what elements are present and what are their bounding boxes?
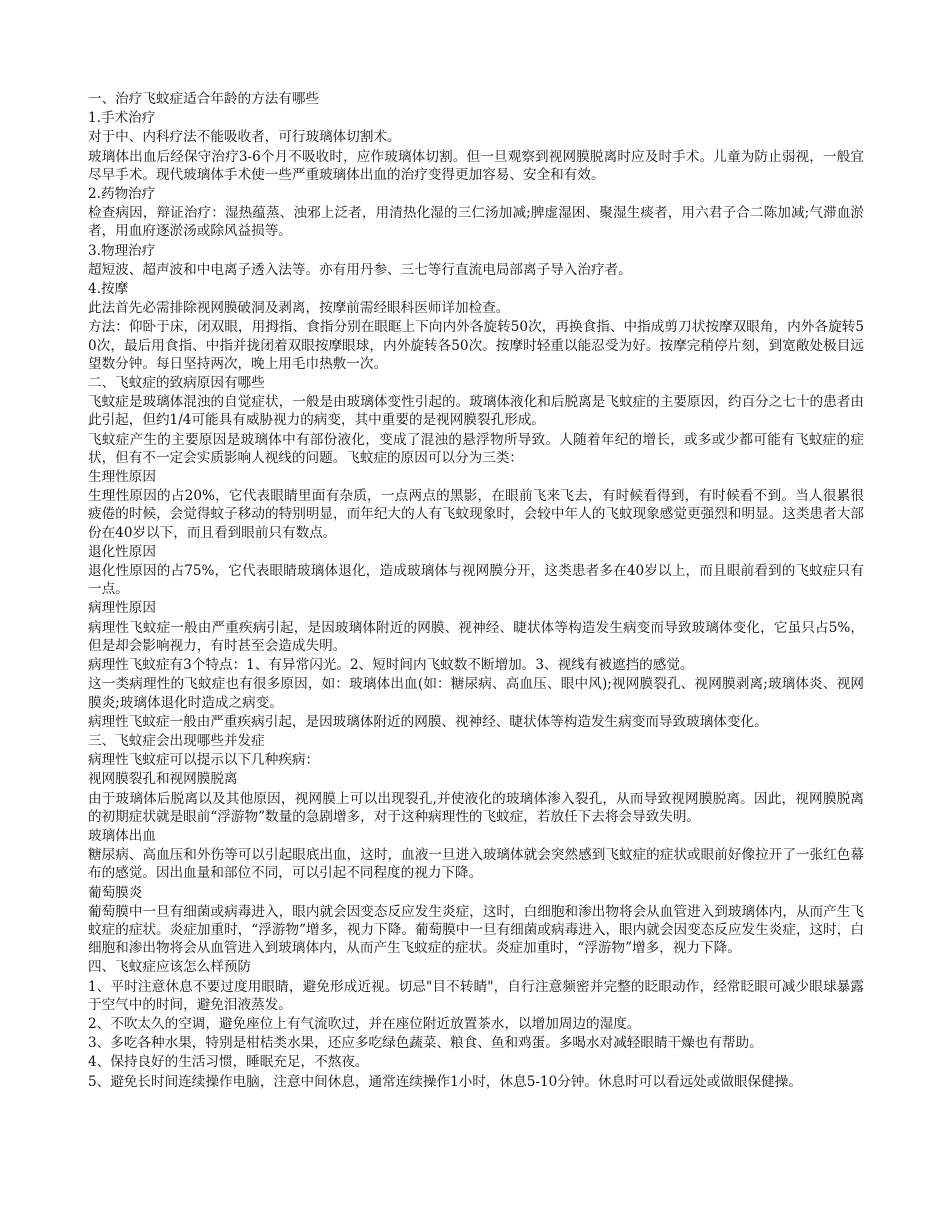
subsection-heading: 玻璃体出血 <box>88 827 156 844</box>
subsection-heading: 2.药物治疗 <box>88 186 156 203</box>
paragraph: 病理性飞蚊症一般由严重疾病引起，是因玻璃体附近的网膜、视神经、睫状体等构造发生病变而导致玻璃体变化，它虽只占5%，但是却会影响视力，有时甚至会造成失明。 <box>88 619 864 654</box>
section-heading: 三、飞蚊症会出现哪些并发症 <box>88 732 265 749</box>
paragraph: 病理性飞蚊症可以提示以下几种疾病： <box>88 752 320 769</box>
paragraph: 此法首先必需排除视网膜破洞及剥离，按摩前需经眼科医师详加检查。 <box>88 300 510 317</box>
list-item: 2、不吹太久的空调，避免座位上有气流吹过，并在座位附近放置茶水，以增加周边的湿度。 <box>88 1015 641 1032</box>
subsection-heading: 生理性原因 <box>88 469 156 486</box>
section-heading: 二、飞蚊症的致病原因有哪些 <box>88 375 265 392</box>
paragraph: 葡萄膜中一旦有细菌或病毒进入，眼内就会因变态反应发生炎症，这时，白细胞和渗出物将会从血管进入到玻璃体内，从而产生飞蚊症的症状。炎症加重时，“浮游物”增多，视力下降。葡萄膜中一旦有细菌或病毒进入，眼内就会因变态反应发生炎症，这时，白细胞和渗出物将会从血管进入到玻璃体内，从而产生飞蚊症的症状。炎症加重时，“浮游物”增多，视力下降。 <box>88 903 864 957</box>
subsection-heading: 3.物理治疗 <box>88 242 156 259</box>
section-heading: 四、飞蚊症应该怎么样预防 <box>88 959 252 976</box>
paragraph: 检查病因，辩证治疗：湿热蕴蒸、浊邪上泛者，用清热化湿的三仁汤加减;脾虚湿困、聚湿生痰者，用六君子合二陈加减;气滞血淤者，用血府逐淤汤或除风益损等。 <box>88 205 864 240</box>
subsection-heading: 1.手术治疗 <box>88 110 156 127</box>
paragraph: 病理性飞蚊症一般由严重疾病引起，是因玻璃体附近的网膜、视神经、睫状体等构造发生病变而导致玻璃体变化。 <box>88 713 768 730</box>
document-body <box>88 90 864 1091</box>
paragraph: 这一类病理性的飞蚊症也有很多原因，如：玻璃体出血(如：糖尿病、高血压、眼中风);视网膜裂孔、视网膜剥离;玻璃体炎、视网膜炎;玻璃体退化时造成之病变。 <box>88 676 864 711</box>
subsection-heading: 退化性原因 <box>88 543 156 560</box>
paragraph: 病理性飞蚊症有3个特点：1、有异常闪光。2、短时间内飞蚊数不断增加。3、视线有被遮挡的感觉。 <box>88 657 694 674</box>
subsection-heading: 葡萄膜炎 <box>88 884 143 901</box>
paragraph: 糖尿病、高血压和外伤等可以引起眼底出血，这时，血液一旦进入玻璃体就会突然感到飞蚊症的症状或眼前好像拉开了一张红色幕布的感觉。因出血量和部位不同，可以引起不同程度的视力下降。 <box>88 847 864 882</box>
paragraph: 退化性原因的占75%，它代表眼睛玻璃体退化，造成玻璃体与视网膜分开，这类患者多在40岁以上，而且眼前看到的飞蚊症只有一点。 <box>88 563 864 598</box>
list-item: 4、保持良好的生活习惯，睡眠充足，不熬夜。 <box>88 1054 369 1071</box>
paragraph: 对于中、内科疗法不能吸收者，可行玻璃体切割术。 <box>88 129 401 146</box>
paragraph: 方法：仰卧于床，闭双眼，用拇指、食指分别在眼眶上下向内外各旋转50次，再换食指、中指成剪刀状按摩双眼角，内外各旋转50次，最后用食指、中指并拢闭着双眼按摩眼球，内外旋转各50次。按摩时轻重以能忍受为好。按摩完稍停片刻，到宽敞处极目远望数分钟。每日坚持两次，晚上用毛巾热敷一次。 <box>88 319 864 372</box>
list-item: 1、平时注意休息不要过度用眼睛，避免形成近视。切忌"目不转睛"，自行注意频密并完整的眨眼动作，经常眨眼可减少眼球暴露于空气中的时间，避免泪液蒸发。 <box>88 978 864 1013</box>
subsection-heading: 病理性原因 <box>88 600 156 617</box>
list-item: 5、避免长时间连续操作电脑，注意中间休息，通常连续操作1小时，休息5-10分钟。休息时可以看远处或做眼保健操。 <box>88 1073 802 1090</box>
paragraph: 由于玻璃体后脱离以及其他原因，视网膜上可以出现裂孔,并使液化的玻璃体渗入裂孔，从而导致视网膜脱离。因此，视网膜脱离的初期症状就是眼前“浮游物”数量的急剧增多，对于这种病理性的飞蚊症，若放任下去将会导致失明。 <box>88 790 864 825</box>
paragraph: 超短波、超声波和中电离子透入法等。亦有用丹参、三七等行直流电局部离子导入治疗者。 <box>88 261 632 278</box>
paragraph: 飞蚊症是玻璃体混浊的自觉症状，一般是由玻璃体变性引起的。玻璃体液化和后脱离是飞蚊症的主要原因，约百分之七十的患者由此引起，但约1/4可能具有威胁视力的病变，其中重要的是视网膜裂孔形成。 <box>88 394 864 429</box>
subsection-heading: 4.按摩 <box>88 281 129 298</box>
section-heading: 一、治疗飞蚊症适合年龄的方法有哪些 <box>88 91 320 107</box>
paragraph: 飞蚊症产生的主要原因是玻璃体中有部份液化，变成了混浊的悬浮物所导致。人随着年纪的增长，或多或少都可能有飞蚊症的症状，但有不一定会实质影响人视线的问题。飞蚊症的原因可以分为三类： <box>88 431 864 466</box>
subsection-heading: 视网膜裂孔和视网膜脱离 <box>88 771 238 788</box>
paragraph: 生理性原因的占20%，它代表眼睛里面有杂质，一点两点的黑影，在眼前飞来飞去，有时候看得到，有时候看不到。当人很累很疲倦的时候，会觉得蚊子移动的特别明显，而年纪大的人有飞蚊现象时，会较中年人的飞蚊现象感觉更强烈和明显。这类患者大部份在40岁以下，而且看到眼前只有数点。 <box>88 488 864 541</box>
list-item: 3、多吃各种水果，特别是柑桔类水果，还应多吃绿色蔬菜、粮食、鱼和鸡蛋。多喝水对减轻眼睛干燥也有帮助。 <box>88 1035 763 1052</box>
paragraph: 玻璃体出血后经保守治疗3-6个月不吸收时，应作玻璃体切割。但一旦观察到视网膜脱离时应及时手术。儿童为防止弱视，一般宜尽早手术。现代玻璃体手术使一些严重玻璃体出血的治疗变得更加容易、安全和有效。 <box>88 148 864 183</box>
